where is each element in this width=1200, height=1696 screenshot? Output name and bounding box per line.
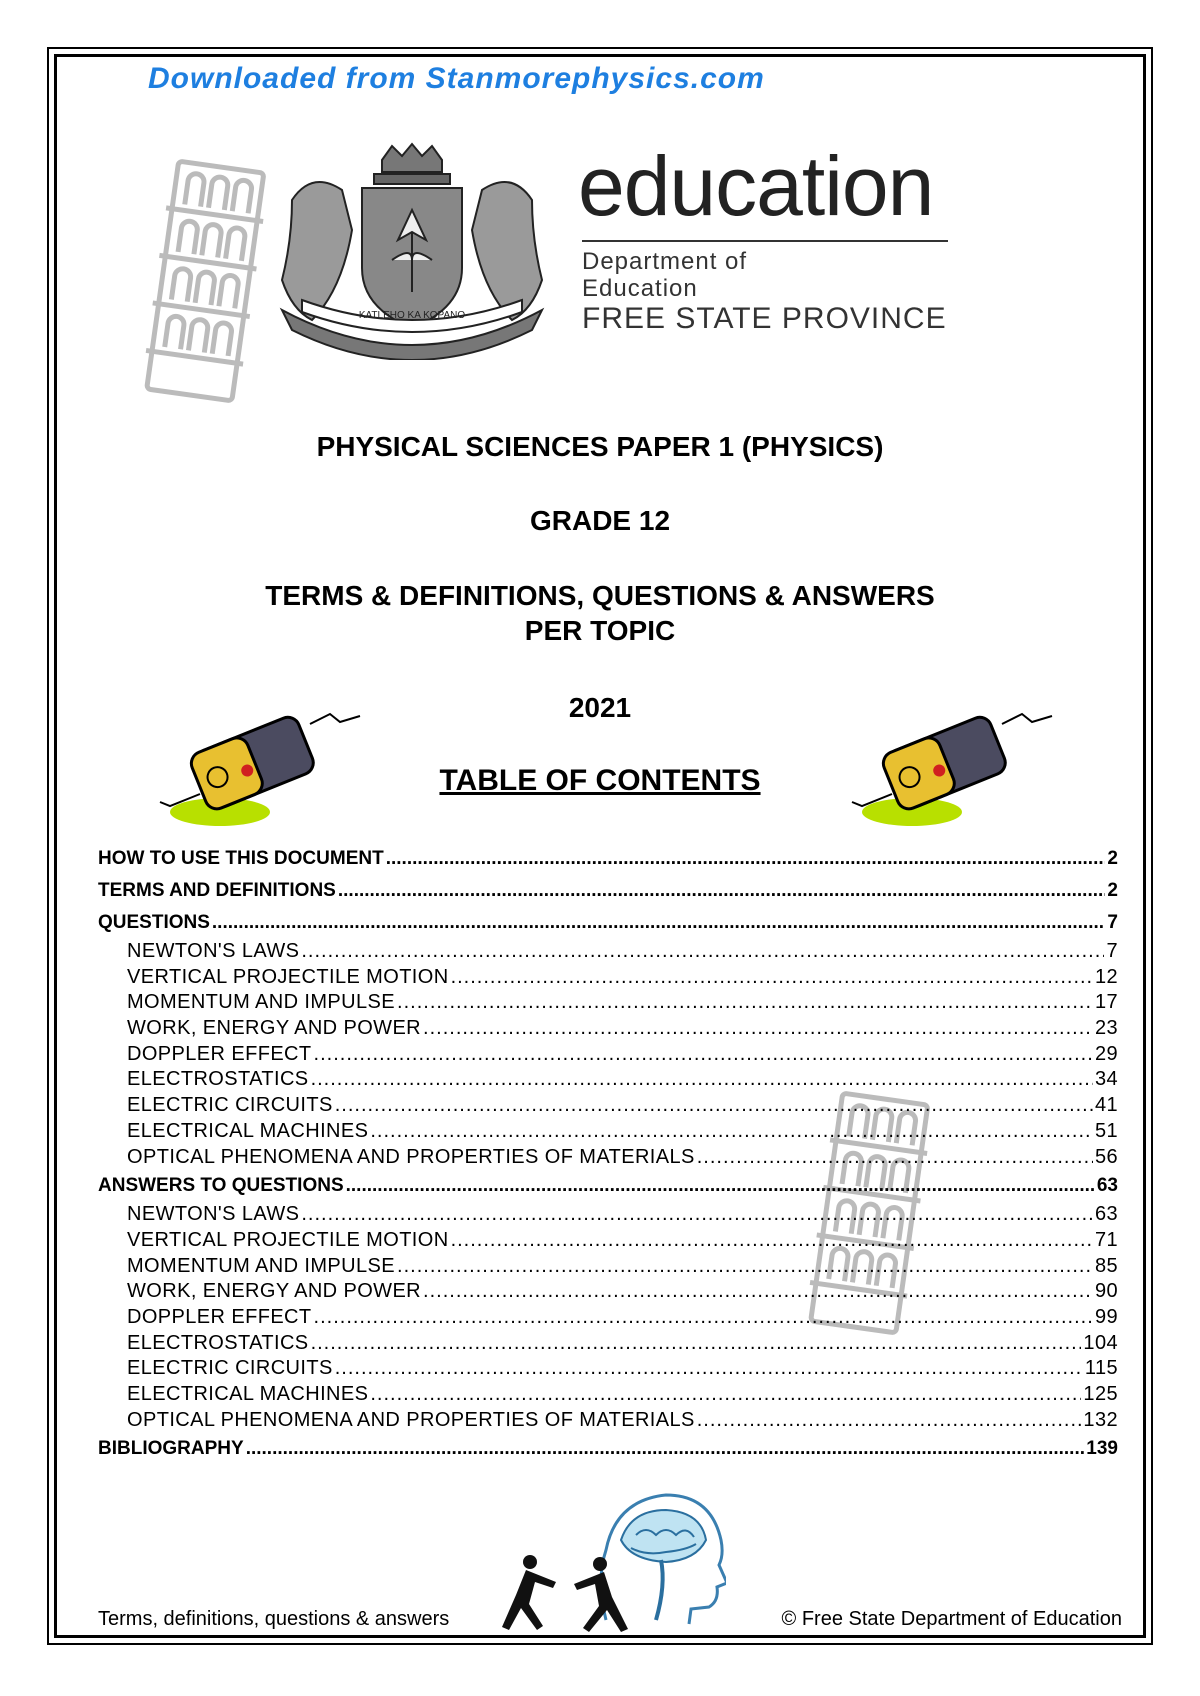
department-line-2: Education [582,275,698,302]
toc-entry-answers[interactable]: ANSWERS TO QUESTIONS ..... 63 [98,1170,1118,1202]
toc-entry-a-doppler[interactable]: DOPPLER EFFECT ..... 99 [98,1305,1118,1331]
toc-entry-a-optical[interactable]: OPTICAL PHENOMENA AND PROPERTIES OF MATERIALS ..... 132 [98,1408,1118,1434]
toc-entry-q-electric-circuits[interactable]: ELECTRIC CIRCUITS ..... 41 [98,1093,1118,1119]
logo-divider [582,240,948,242]
toc-entry-q-electrical-machines[interactable]: ELECTRICAL MACHINES ..... 51 [98,1119,1118,1145]
subject-title: PHYSICAL SCIENCES PAPER 1 (PHYSICS) [316,431,884,462]
toc-heading: TABLE OF CONTENTS [439,764,761,797]
year-title: 2021 [568,692,632,723]
toc-entry-q-optical[interactable]: OPTICAL PHENOMENA AND PROPERTIES OF MATERIALS ..... 56 [98,1145,1118,1171]
grade-title: GRADE 12 [529,505,671,536]
department-line-1: Department of [582,248,748,275]
toc-entry-a-momentum[interactable]: MOMENTUM AND IMPULSE ..... 85 [98,1254,1118,1280]
footer-right-text: © Free State Department of Education [781,1608,1122,1630]
leaning-tower-icon [140,158,270,408]
toc-entry-bibliography[interactable]: BIBLIOGRAPHY ..... 139 [98,1433,1118,1465]
toc-entry-q-vertical-projectile[interactable]: VERTICAL PROJECTILE MOTION ..... 12 [98,965,1118,991]
footer-left-text: Terms, definitions, questions & answers [98,1608,450,1630]
free-state-crest-icon [262,140,562,360]
toc-entry-questions[interactable]: QUESTIONS ..... 7 [98,907,1118,939]
pushing-figures-icon [490,1550,650,1645]
document-title-line-1: TERMS & DEFINITIONS, QUESTIONS & ANSWERS [265,580,935,611]
crest-motto: KATLEHO KA KOPANO [358,310,466,321]
document-title-line-2: PER TOPIC [524,615,676,646]
toc-entry-q-doppler[interactable]: DOPPLER EFFECT ..... 29 [98,1042,1118,1068]
toc-entry-a-electrostatics[interactable]: ELECTROSTATICS ..... 104 [98,1331,1118,1357]
department-label [582,248,747,302]
education-wordmark: education [578,139,934,233]
toc-entry-q-work-energy[interactable]: WORK, ENERGY AND POWER ..... 23 [98,1016,1118,1042]
download-watermark: Downloaded from Stanmorephysics.com [148,62,765,95]
toc-entry-a-work-energy[interactable]: WORK, ENERGY AND POWER ..... 90 [98,1279,1118,1305]
toc-entry-q-momentum[interactable]: MOMENTUM AND IMPULSE ..... 17 [98,990,1118,1016]
toc-entry-how-to-use[interactable]: HOW TO USE THIS DOCUMENT ..... 2 [98,843,1118,875]
toc-entry-a-vertical-projectile[interactable]: VERTICAL PROJECTILE MOTION ..... 71 [98,1228,1118,1254]
toc-entry-a-electric-circuits[interactable]: ELECTRIC CIRCUITS ..... 115 [98,1356,1118,1382]
toc-entry-q-electrostatics[interactable]: ELECTROSTATICS ..... 34 [98,1067,1118,1093]
toc-entry-a-newtons-laws[interactable]: NEWTON'S LAWS ..... 63 [98,1202,1118,1228]
toc-entry-a-electrical-machines[interactable]: ELECTRICAL MACHINES ..... 125 [98,1382,1118,1408]
toc-entry-terms-definitions[interactable]: TERMS AND DEFINITIONS ..... 2 [98,875,1118,907]
province-label: FREE STATE PROVINCE [582,302,947,335]
table-of-contents [98,843,1118,1465]
toc-entry-q-newtons-laws[interactable]: NEWTON'S LAWS ..... 7 [98,939,1118,965]
